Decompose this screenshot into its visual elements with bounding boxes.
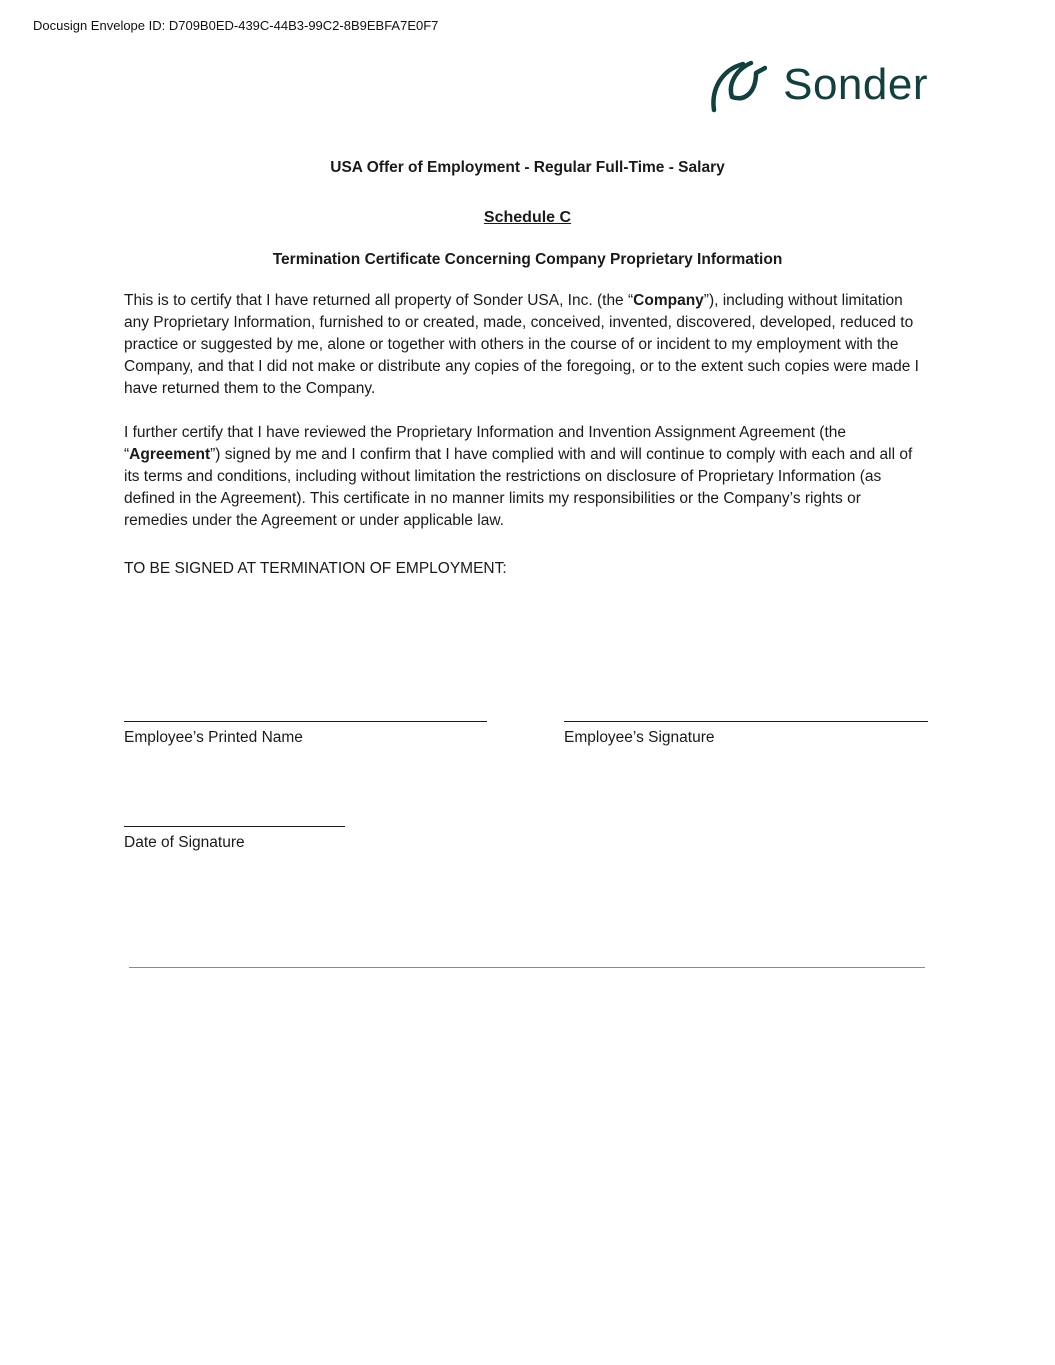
date-of-signature-block (124, 826, 345, 852)
brand-wordmark: Sonder (783, 60, 928, 109)
sonder-logo (707, 58, 928, 116)
document-body (124, 290, 928, 580)
employee-signature-block (564, 721, 928, 747)
signature-row (124, 721, 928, 747)
sonder-bird-icon (707, 58, 767, 116)
paragraph-2-bold-term: Agreement (129, 446, 211, 463)
paragraph-1-text: This is to certify that I have returned all property of Sonder USA, Inc. (the “ (124, 292, 634, 309)
printed-name-block (124, 721, 487, 747)
date-of-signature-line (124, 826, 345, 827)
section-heading: Termination Certificate Concerning Company Proprietary Information (272, 251, 783, 268)
to-be-signed-note: TO BE SIGNED AT TERMINATION OF EMPLOYMENT: (124, 560, 507, 577)
paragraph-1 (124, 290, 928, 400)
paragraph-2 (124, 422, 928, 532)
paragraph-2-text: I further certify that I have reviewed the Proprietary Information and Invention Assignment Agreement (the “ (124, 424, 846, 463)
bottom-divider (129, 967, 925, 968)
docusign-envelope-id: Docusign Envelope ID: D709B0ED-439C-44B3-99C2-8B9EBFA7E0F7 (33, 18, 439, 33)
document-title: USA Offer of Employment - Regular Full-Time - Salary (330, 159, 725, 176)
date-of-signature-label: Date of Signature (124, 834, 245, 851)
paragraph-1-bold-term: Company (633, 292, 704, 309)
schedule-heading: Schedule C (483, 209, 572, 226)
employee-signature-line (564, 721, 928, 722)
paragraph-2-text-cont: ”) signed by me and I confirm that I have complied with and will continue to comply with each and all of its terms and conditions, including without limitation the restrictions on disclosure of Proprietary Information (as defined in the Agreement). This certificate in no manner limits my responsibilities or the Company’s rights or remedies under the Agreement or under applicable law. (124, 446, 913, 529)
paragraph-1-text-cont: ”), including without limitation any Proprietary Information, furnished to or created, made, conceived, invented, discovered, developed, reduced to practice or suggested by me, alone or together with others in the course of or incident to my employment with the Company, and that I did not make or distribute any copies of the foregoing, or to the extent such copies were made I have returned them to the Company. (124, 292, 919, 397)
printed-name-label: Employee’s Printed Name (124, 729, 303, 746)
printed-name-line (124, 721, 487, 722)
employee-signature-label: Employee’s Signature (564, 729, 715, 746)
